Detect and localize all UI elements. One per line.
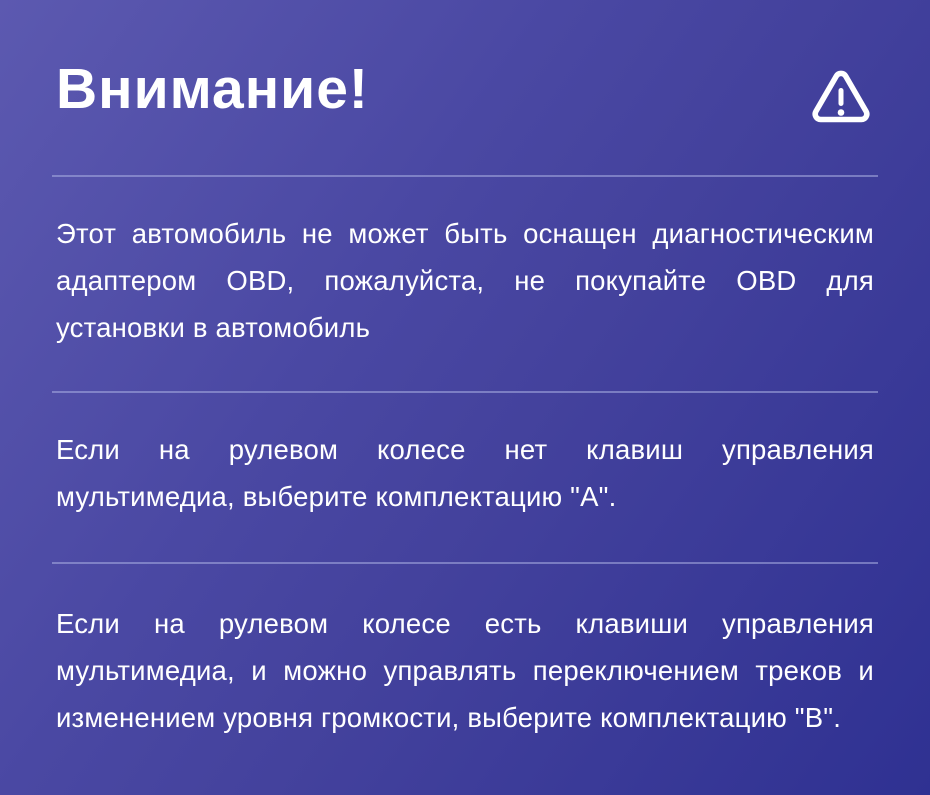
page-title: Внимание!: [56, 57, 369, 121]
notice-trim-b: Если на рулевом колесе есть клавиши управления мультимедиа, и можно управлять переключением треков и изменением уровня громкости, выберите комплектацию "B".: [56, 608, 874, 733]
warning-triangle-icon: [810, 70, 872, 131]
notice-obd: Этот автомобиль не может быть оснащен диагностическим адаптером OBD, пожалуйста, не покупайте OBD для установки в автомобиль: [56, 218, 874, 343]
divider: [52, 175, 878, 177]
divider: [52, 562, 878, 564]
banner-header: [56, 0, 874, 131]
notice-trim-a: Если на рулевом колесе нет клавиш управления мультимедиа, выберите комплектацию "А".: [56, 434, 874, 512]
divider: [52, 391, 878, 393]
